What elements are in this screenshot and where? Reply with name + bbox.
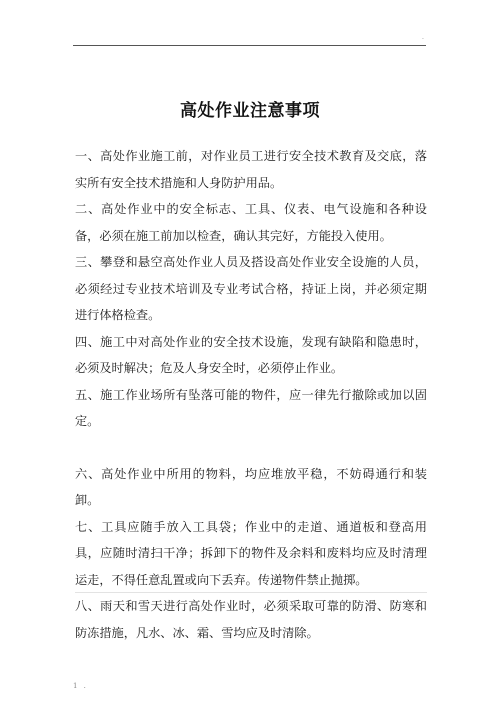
header-rule [73,45,426,46]
rule-item-4: 四、施工中对高处作业的安全技术设施，发现有缺陷和隐患时，必须及时解决；危及人身安全时，必须停止作业。 [75,334,427,375]
footer-rule [75,592,427,593]
page-number: 1 . [73,682,88,690]
rule-item-2: 二、高处作业中的安全标志、工具、仪表、电气设施和各种设备，必须在施工前加以检查，确认其完好，方能投入使用。 [75,202,427,243]
rule-item-7: 七、工具应随手放入工具袋；作业中的走道、通道板和登高用具，应随时清扫干净；拆卸下的物件及余料和废料均应及时清理运走，不得任意乱置或向下丢弃。传递物件禁止抛掷。 [75,519,427,587]
header-mark: . [422,34,424,41]
rule-item-1: 一、高处作业施工前，对作业员工进行安全技术教育及交底，落实所有安全技术措施和人身防护用品。 [75,149,427,190]
rule-item-5: 五、施工作业场所有坠落可能的物件，应一律先行撤除或加以固定。 [75,387,427,428]
document-body [75,143,427,646]
document-title: 高处作业注意事项 [180,101,320,121]
rule-item-3: 三、攀登和悬空高处作业人员及搭设高处作业安全设施的人员，必须经过专业技术培训及专业考试合格，持证上岗，并必须定期进行体格检查。 [75,255,427,322]
rule-item-6: 六、高处作业中所用的物料，均应堆放平稳，不妨碍通行和装卸。 [75,466,427,507]
rule-item-8: 八、雨天和雪天进行高处作业时，必须采取可靠的防滑、防寒和防冻措施，凡水、冰、霜、雪均应及时清除。 [75,599,427,640]
